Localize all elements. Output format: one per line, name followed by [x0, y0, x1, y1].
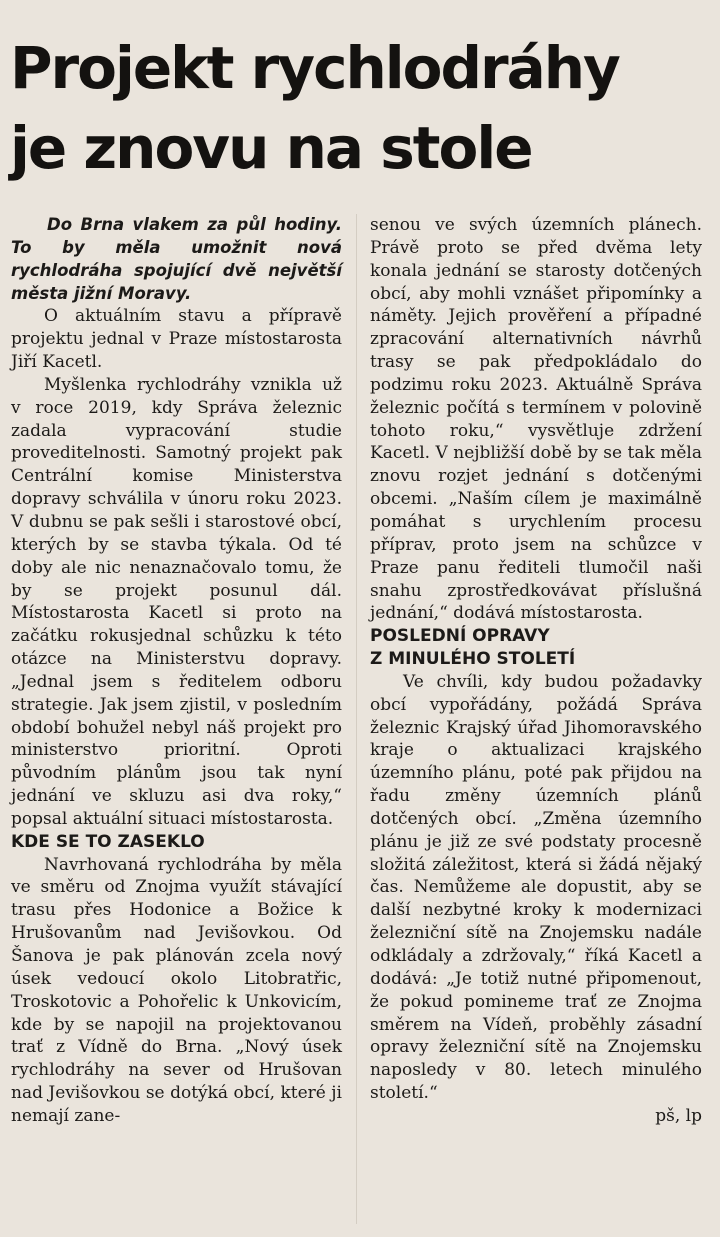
column-left — [11, 214, 342, 1128]
paragraph-planning: Ve chvíli, kdy budou požadavky obcí vypořádány, požádá Správa železnic Krajský úřad Jihomoravského kraje o aktualizaci krajského územního plánu, poté pak přijdou na řadu změny územních plánů dotčených obcí. „Změna územního plánu je již ze své podstaty procesně složitá záležitost, která si žádá nějaký čas. Nemůžeme ale dopustit, aby se další nezbytné kroky k modernizaci železniční sítě na Znojemsku nadále odkládaly a zdržovaly,“ říká Kacetl a dodává: „Je totiž nutné připomenout, že pokud pomineme trať ze Znojma směrem na Vídeň, proběhly zásadní opravy železniční sítě na Znojemsku naposledy v 80. letech minulého století.“ — [370, 671, 702, 1104]
subheading-last-repairs — [370, 625, 702, 671]
paragraph-route: Navrhovaná rychlodráha by měla ve směru od Znojma využít stávající trasu přes Hodonice a Božice k Hrušovanům nad Jevišovkou. Od Šanova je pak plánován zcela nový úsek vedoucí okolo Litobratřic, Troskotovic a Pohořelic k Unkovicím, kde by se napojil na projektovanou trať z Vídně do Brna. „Nový úsek rychlodráhy na sever od Hrušovan nad Jevišovkou se dotýká obcí, které ji nemají zane- — [11, 854, 342, 1126]
subheading-last-repairs-line-2: Z MINULÉHO STOLETÍ — [370, 649, 576, 670]
headline-line-2: je znovu na stole — [10, 114, 532, 182]
subheading-last-repairs-line-1: POSLEDNÍ OPRAVY — [370, 626, 550, 647]
headline-line-1: Projekt rychlodráhy — [10, 34, 619, 102]
paragraph-history: Myšlenka rychlodráhy vznikla už v roce 2019, kdy Správa železnic zadala vypracování studie proveditelnosti. Samotný projekt pak Centrální komise Ministerstva dopravy schválila v únoru roku 2023. V dubnu se pak sešli i starostové obcí, kterých by se stavba týkala. Od té doby ale nic nenaznačovalo tomu, že by se projekt posunul dál. Místostarosta Kacetl si proto na začátku rokusjednal schůzku k této otázce na Ministerstvu dopravy. „Jednal jsem s ředitelem odboru strategie. Jak jsem zjistil, v posledním období bohužel nebyl náš projekt pro ministerstvo prioritní. Oproti původním plánům jsou tak nyní jednání ve skluzu asi dva roky,“ popsal aktuální situaci místostarosta. — [11, 374, 342, 829]
headline — [10, 28, 710, 188]
paragraph-route-continued: senou ve svých územních plánech. Právě proto se před dvěma lety konala jednání se starosty dotčených obcí, aby mohli vznášet připomínky a náměty. Jejich prověření a případné zpracování alternativních návrhů trasy se pak předpokládalo do podzimu roku 2023. Aktuálně Správa železnic počítá s termínem v polovině tohoto roku,“ vysvětluje zdržení Kacetl. V nejbližší době by se tak měla znovu rozjet jednání s dotčenými obcemi. „Naším cílem je maximálně pomáhat s urychlením procesu příprav, proto jsem na schůzce v Praze panu řediteli tlumočil naši snahu zprostředkovávat příslušná jednání,“ dodává místostarosta. — [370, 215, 702, 624]
column-right — [370, 214, 702, 1128]
author-signature: pš, lp — [655, 1105, 702, 1126]
subheading-stuck: KDE SE TO ZASEKLO — [11, 831, 205, 852]
paragraph-intro: O aktuálním stavu a přípravě projektu jednal v Praze místostarosta Jiří Kacetl. — [11, 306, 342, 373]
article-lead: Do Brna vlakem za půl hodiny. To by měla umožnit nová rychlodráha spojující dvě největší města jižní Moravy. — [11, 215, 342, 303]
column-divider — [356, 214, 357, 1224]
